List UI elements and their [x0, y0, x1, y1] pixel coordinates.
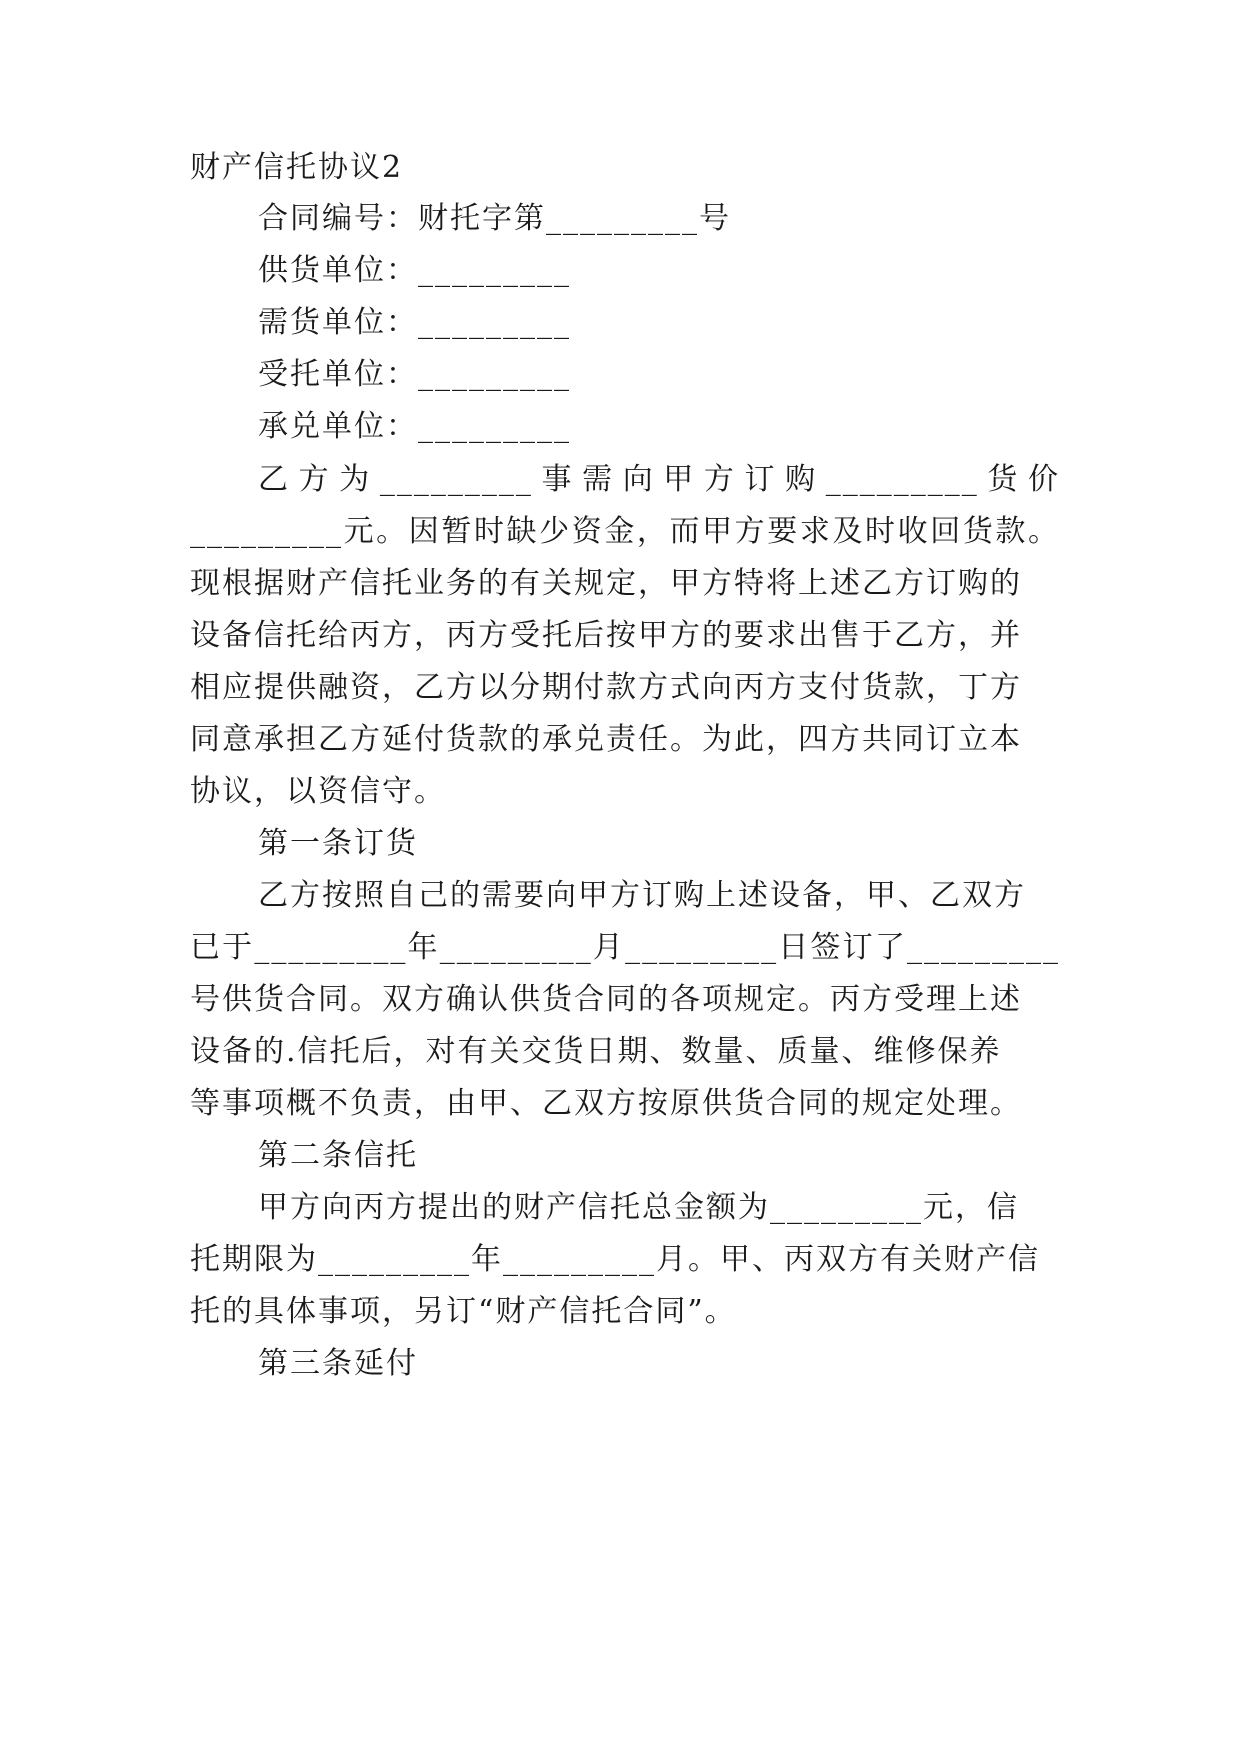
buyer-line: 需货单位：_________	[258, 305, 571, 340]
acceptor-line: 承兑单位：_________	[258, 409, 571, 444]
contract-number-line: 合同编号：财托字第_________号	[258, 201, 731, 236]
paragraph-line: _________元。因暂时缺少资金，而甲方要求及时收回货款。	[190, 514, 1060, 549]
paragraph-line: 乙方按照自己的需要向甲方订购上述设备，甲、乙双方	[258, 878, 1026, 913]
article-heading: 第三条延付	[258, 1346, 418, 1381]
paragraph-line: 已于_________年_________月_________日签订了_________	[190, 930, 1060, 965]
paragraph-line: 设备信托给丙方，丙方受托后按甲方的要求出售于乙方，并	[190, 618, 1022, 653]
paragraph-line: 协议，以资信守。	[190, 774, 446, 809]
paragraph-line: 号供货合同。双方确认供货合同的各项规定。丙方受理上述	[190, 982, 1022, 1017]
paragraph-line: 托的具体事项，另订“财产信托合同”。	[190, 1294, 737, 1329]
paragraph-line: 甲方向丙方提出的财产信托总金额为_________元，信	[258, 1190, 1019, 1225]
paragraph-line: 同意承担乙方延付货款的承兑责任。为此，四方共同订立本	[190, 722, 1022, 757]
document-title: 财产信托协议2	[190, 150, 404, 185]
paragraph-line: 设备的.信托后，对有关交货日期、数量、质量、维修保养	[190, 1034, 1002, 1069]
paragraph-line: 相应提供融资，乙方以分期付款方式向丙方支付货款，丁方	[190, 670, 1022, 705]
paragraph-line: 现根据财产信托业务的有关规定，甲方特将上述乙方订购的	[190, 566, 1022, 601]
article-heading: 第二条信托	[258, 1138, 418, 1173]
paragraph-line: 乙方为_________事需向甲方订购_________货价	[258, 462, 1060, 497]
paragraph-line: 等事项概不负责，由甲、乙双方按原供货合同的规定处理。	[190, 1086, 1022, 1121]
paragraph-line: 托期限为_________年_________月。甲、丙双方有关财产信	[190, 1242, 1040, 1277]
article-heading: 第一条订货	[258, 826, 418, 861]
trustee-line: 受托单位：_________	[258, 357, 571, 392]
supplier-line: 供货单位：_________	[258, 253, 571, 288]
